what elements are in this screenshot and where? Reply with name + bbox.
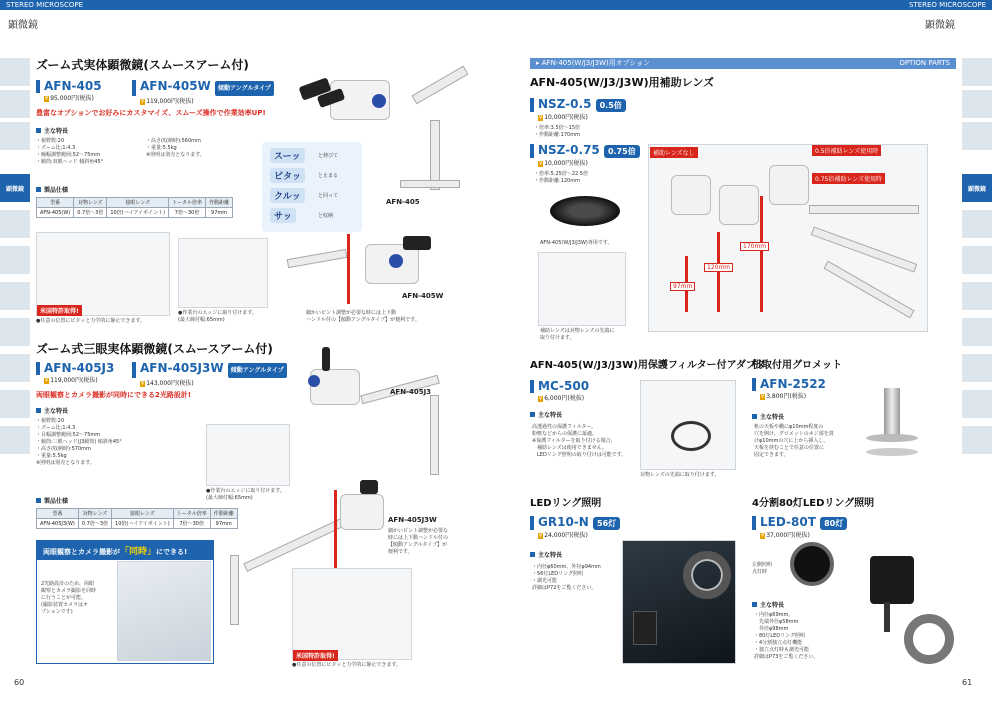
aux-lens-image: [550, 192, 620, 232]
filter-features: 高透過性の保護フィルター。 粉塵などからの保護に最適。 ※保護フィルターを取り付ける場合、 補助レンズは使用できません。 LEDリング照明の取り付けは可能です。: [532, 424, 627, 458]
category-left: 顕微鏡: [8, 20, 38, 31]
filter-title: AFN-405(W/J3/J3W)用保護フィルター付アダプタ: [530, 360, 766, 371]
side-tab[interactable]: [0, 210, 30, 238]
arm-part: [243, 517, 346, 572]
annotation-05: 0.5倍補助レンズ使用時: [812, 145, 881, 156]
keyword-1: スーッ: [270, 148, 305, 163]
microscope-head: [769, 165, 809, 205]
led80-side-caption: 左側照明 点灯時: [752, 562, 773, 575]
grommet-features: 机の天板や棚にφ10mm程度の 穴を開け、グロメットのネジ部を貫 けφ10mmの穴に上から挿入し、 天板を挟むことで任意の位置に 固定できます。: [754, 424, 834, 458]
side-tab[interactable]: [962, 58, 992, 86]
annotation-no-lens: 補助レンズなし: [650, 147, 698, 158]
side-tab[interactable]: [0, 354, 30, 382]
keyword-3: クルッ: [270, 188, 305, 203]
led80-title: 4分割80灯LEDリング照明: [752, 498, 875, 509]
trino-model-1: AFN-405J3 ¥ 119,000円(税抜): [36, 362, 114, 384]
mc500-block: MC-500 ¥ 6,000円(税抜): [530, 380, 589, 402]
yen-icon: ¥: [761, 394, 765, 400]
caption-angle: 細かいピント調整が必要な時には上下動 ハンドル付の【傾動アングルタイプ】が便利です。: [306, 310, 420, 323]
yen-icon: ¥: [45, 378, 49, 384]
trino-spec-table: 型番 対物レンズ 接眼レンズ トータル倍率 作動距離 AFN-405J3(W) 0.7倍〜3倍 10倍(ハイアイポイント) 7倍〜30倍 97mm: [36, 508, 238, 529]
side-tab[interactable]: [0, 318, 30, 346]
measure-97: 97mm: [670, 282, 695, 291]
zoom-model-2: AFN-405W 傾動アングルタイプ ¥ 119,000円(税抜): [132, 80, 274, 105]
side-tab[interactable]: [962, 426, 992, 454]
grommet-flange: [866, 448, 918, 456]
measure-arrow-120: [717, 232, 720, 312]
zoom-spec-table: 型番 対物レンズ 接眼レンズ トータル倍率 作動距離 AFN-405(W) 0.7倍〜3倍 10倍(ハイアイポイント) 7倍〜30倍 97mm: [36, 197, 233, 218]
keyword-2-desc: と止まる: [318, 173, 339, 179]
side-tab[interactable]: [0, 282, 30, 310]
trino-title: ズーム式三眼実体顕微鏡(スムースアーム付): [36, 342, 273, 356]
yen-icon: ¥: [539, 396, 543, 402]
led-controller: [633, 611, 657, 645]
arm-part: [287, 249, 348, 268]
us-patent-badge-2: 米国特許取得!: [293, 650, 338, 661]
lens-title: AFN-405(W/J3/J3W)用補助レンズ: [530, 76, 715, 89]
header-left-bar: STEREO MICROSCOPE: [0, 0, 496, 10]
keyword-4-desc: と収納: [318, 213, 334, 219]
arm-part: [412, 66, 469, 105]
microscope-head: [310, 369, 360, 405]
side-tab[interactable]: [0, 90, 30, 118]
simultaneous-desc: 2光路設計のため、両眼 観察とカメラ撮影を同時 に行うことが可能。 (撮影装置カメラはオ プションです): [41, 581, 97, 615]
up-down-arrow-icon: [334, 490, 337, 570]
arm-part: [823, 261, 914, 319]
table-row: AFN-405J3(W) 0.7倍〜3倍 10倍(ハイアイポイント) 7倍〜30倍 97mm: [37, 519, 238, 529]
keyword-4: サッ: [270, 208, 296, 223]
angle-type-badge: 傾動アングルタイプ: [228, 363, 287, 378]
cable: [884, 602, 890, 632]
trino-spec-head: 製品仕様: [36, 496, 68, 505]
magnification-badge: 0.75倍: [604, 145, 640, 158]
table-row: AFN-405(W) 0.7倍〜3倍 10倍(ハイアイポイント) 7倍〜30倍 97mm: [37, 208, 233, 218]
header-right-bar: STEREO MICROSCOPE: [496, 0, 992, 10]
microscope-head: [719, 185, 759, 225]
zoom-features-head: 主な特長: [36, 126, 68, 135]
yen-icon: ¥: [761, 533, 765, 539]
grommet-title: 机取付用グロメット: [752, 360, 842, 371]
side-tab[interactable]: [962, 318, 992, 346]
edge-clamp-photo-2: [206, 424, 290, 486]
grommet-features-head: 主な特長: [752, 412, 784, 421]
led-ring: [683, 551, 731, 599]
side-tab[interactable]: [0, 122, 30, 150]
side-tab-active-left[interactable]: 顕微鏡: [0, 174, 30, 202]
arm-part: [809, 205, 919, 214]
yen-icon: ¥: [539, 533, 543, 539]
led-features: ・内径φ60mm、外径φ94mm ・56灯LEDリング照明 ・調光可能 詳細はP72をご覧ください。: [532, 564, 601, 591]
arm-part: [230, 555, 239, 625]
arm-part: [400, 180, 460, 188]
camera-port: [322, 347, 330, 371]
led-count-badge: 56灯: [593, 517, 620, 530]
afn405w-label: AFN-405W: [402, 292, 444, 300]
caption-angle-2: 細かいピント調整が必要な 時には上下動ハンドル付の 【傾動アングルタイプ】が 便利です。: [388, 528, 449, 555]
grommet-flange: [866, 434, 918, 442]
afn405j3-label: AFN-405J3: [390, 388, 432, 396]
microscope-head: [671, 175, 711, 215]
measure-170: 170mm: [740, 242, 769, 251]
led80-side-lit-photo: [790, 542, 834, 586]
trino-features: ・視野数:20 ・ズーム比:1:4.3 ・目幅調整範囲:52〜75mm ・鏡筒:三眼ヘッド(J3鏡筒) 傾斜角45° ・高さ(収納時):570mm ・重量:5.5kg ※照明は別売となります。: [36, 418, 122, 466]
chevron-right-icon: ▸: [536, 59, 542, 67]
filter-caption: 対物レンズの先端に取り付けます。: [640, 472, 720, 478]
measure-arrow-170: [760, 196, 763, 312]
filter-ring: [671, 421, 711, 451]
option-bar: ▸ AFN-405(W/J3/J3W)用オプション OPTION PARTS: [530, 58, 956, 69]
filter-photo: [640, 380, 736, 470]
yen-icon: ¥: [141, 99, 145, 105]
page-number-left: 60: [14, 678, 25, 687]
zoom-features-right: ・高さ(収納時):560mm ・重量:5.5kg ※照明は別売となります。: [146, 138, 205, 158]
grommet-image: [862, 388, 922, 468]
led-ring-photo: [622, 540, 736, 664]
lens-caption-2: 補助レンズは対物レンズの先端に 取り付けます。: [540, 328, 615, 341]
lens-caption: AFN-405(W/J3/J3W)専用です。: [540, 240, 613, 246]
simultaneous-banner: 両眼観察とカメラ撮影が「同時」にできる!: [37, 541, 213, 560]
zoom-title: ズーム式実体顕微鏡(スムースアーム付): [36, 58, 249, 72]
trino-features-head: 主な特長: [36, 406, 68, 415]
caption-edge: ●作業台のエッジに取り付けます。 (最大締付幅:65mm): [178, 310, 257, 323]
led80t-block: LED-80T 80灯 ¥ 37,000円(税抜): [752, 516, 847, 539]
led80-ring: [904, 614, 954, 664]
arm-part: [430, 395, 439, 475]
up-down-arrow-icon: [347, 234, 350, 304]
side-tab[interactable]: [962, 390, 992, 418]
measure-120: 120mm: [704, 263, 733, 272]
multi-position-photo: [292, 568, 412, 660]
side-tab-active-right[interactable]: 顕微鏡: [962, 174, 992, 202]
yen-icon: ¥: [45, 96, 49, 102]
arm-photo: [36, 232, 170, 316]
zoom-features-left: ・視野数:20 ・ズーム比:1:4.3 ・瞳幅調整範囲:52〜75mm ・鏡筒:双眼ヘッド 傾斜角45°: [36, 138, 104, 165]
gr10n-block: GR10-N 56灯 ¥ 24,000円(税抜): [530, 516, 620, 539]
zoom-model-1: AFN-405 ¥ 95,000円(税抜): [36, 80, 102, 102]
us-patent-badge: 米国特許取得!: [37, 305, 82, 316]
caption-edge-2: ●作業台のエッジに取り付けます。 (最大締付幅:65mm): [206, 488, 285, 501]
side-tab[interactable]: [0, 390, 30, 418]
eyepiece: [360, 480, 378, 494]
afn405-label: AFN-405: [386, 198, 420, 206]
microscope-head: [340, 494, 384, 530]
caption-static: ●任意の位置にピタッと力学的に静止できます。: [36, 318, 145, 324]
side-tab[interactable]: [962, 90, 992, 118]
simultaneous-panel: [36, 540, 214, 664]
yen-icon: ¥: [539, 161, 543, 167]
operator-photo: [117, 561, 211, 661]
grommet-post: [884, 388, 900, 438]
led80-features-head: 主な特長: [752, 600, 784, 609]
page-number-right: 61: [962, 678, 973, 687]
side-tab[interactable]: [962, 122, 992, 150]
led-features-head: 主な特長: [530, 550, 562, 559]
yen-icon: ¥: [141, 381, 145, 387]
keyword-3-desc: と回って: [318, 193, 339, 199]
trino-model-2: AFN-405J3W 傾動アングルタイプ ¥ 143,000円(税抜): [132, 362, 287, 387]
comparison-photo: [648, 144, 928, 332]
category-right: 顕微鏡: [925, 20, 955, 31]
lens-mount-photo: [538, 252, 626, 326]
yen-icon: ¥: [539, 115, 543, 121]
led-title: LEDリング照明: [530, 498, 602, 509]
led80-features: ・内径φ69mm、 先端外径φ58mm 外径φ98mm ・80灯LEDリング照明 ・4分割独立点灯機能 ・独立点灯時も調光可能 詳細はP73をご覧ください。: [754, 612, 819, 660]
magnification-badge: 0.5倍: [596, 99, 626, 112]
keyword-1-desc: と伸びて: [318, 153, 339, 159]
zoom-knob: [389, 254, 403, 268]
zoom-knob: [308, 375, 320, 387]
lens-ring: [550, 196, 620, 226]
led-count-badge: 80灯: [820, 517, 847, 530]
side-tab[interactable]: [962, 282, 992, 310]
eyepiece: [403, 236, 431, 250]
zoom-tagline: 豊富なオプションでお好みにカスタマイズ、スムーズ操作で作業効率UP!: [36, 109, 266, 117]
zoom-spec-head: 製品仕様: [36, 185, 68, 194]
afn405j3-illustration: [300, 345, 460, 485]
zoom-knob: [372, 94, 386, 108]
nsz075-block: NSZ-0.75 0.75倍 ¥ 10,000円(税抜) ・倍率:5.25倍〜22.5倍 ・作動距離:120mm: [530, 144, 640, 185]
side-tab[interactable]: [0, 426, 30, 454]
side-tab[interactable]: [0, 246, 30, 274]
edge-clamp-photo: [178, 238, 268, 308]
side-tab[interactable]: [962, 210, 992, 238]
side-tab[interactable]: [962, 354, 992, 382]
annotation-075: 0.75倍補助レンズ使用時: [812, 173, 885, 184]
led80-controller: [870, 556, 914, 604]
filter-features-head: 主な特長: [530, 410, 562, 419]
led80-product-image: [850, 556, 930, 664]
trino-tagline: 両眼観察とカメラ撮影が同時にできる2光路設計!: [36, 391, 192, 399]
keyword-2: ピタッ: [270, 168, 305, 183]
side-tab[interactable]: [0, 58, 30, 86]
caption-static-2: ●任意の位置にピタッと力学的に静止できます。: [292, 662, 401, 668]
afn2522-block: AFN-2522 ¥ 3,800円(税抜): [752, 378, 826, 400]
afn405j3w-label: AFN-405J3W: [388, 516, 437, 524]
nsz05-block: NSZ-0.5 0.5倍 ¥ 10,000円(税抜) ・倍率:3.5倍〜15倍 ・作動距離:170mm: [530, 98, 626, 139]
afn405-illustration: [290, 60, 480, 200]
side-tab[interactable]: [962, 246, 992, 274]
angle-type-badge: 傾動アングルタイプ: [215, 81, 274, 96]
